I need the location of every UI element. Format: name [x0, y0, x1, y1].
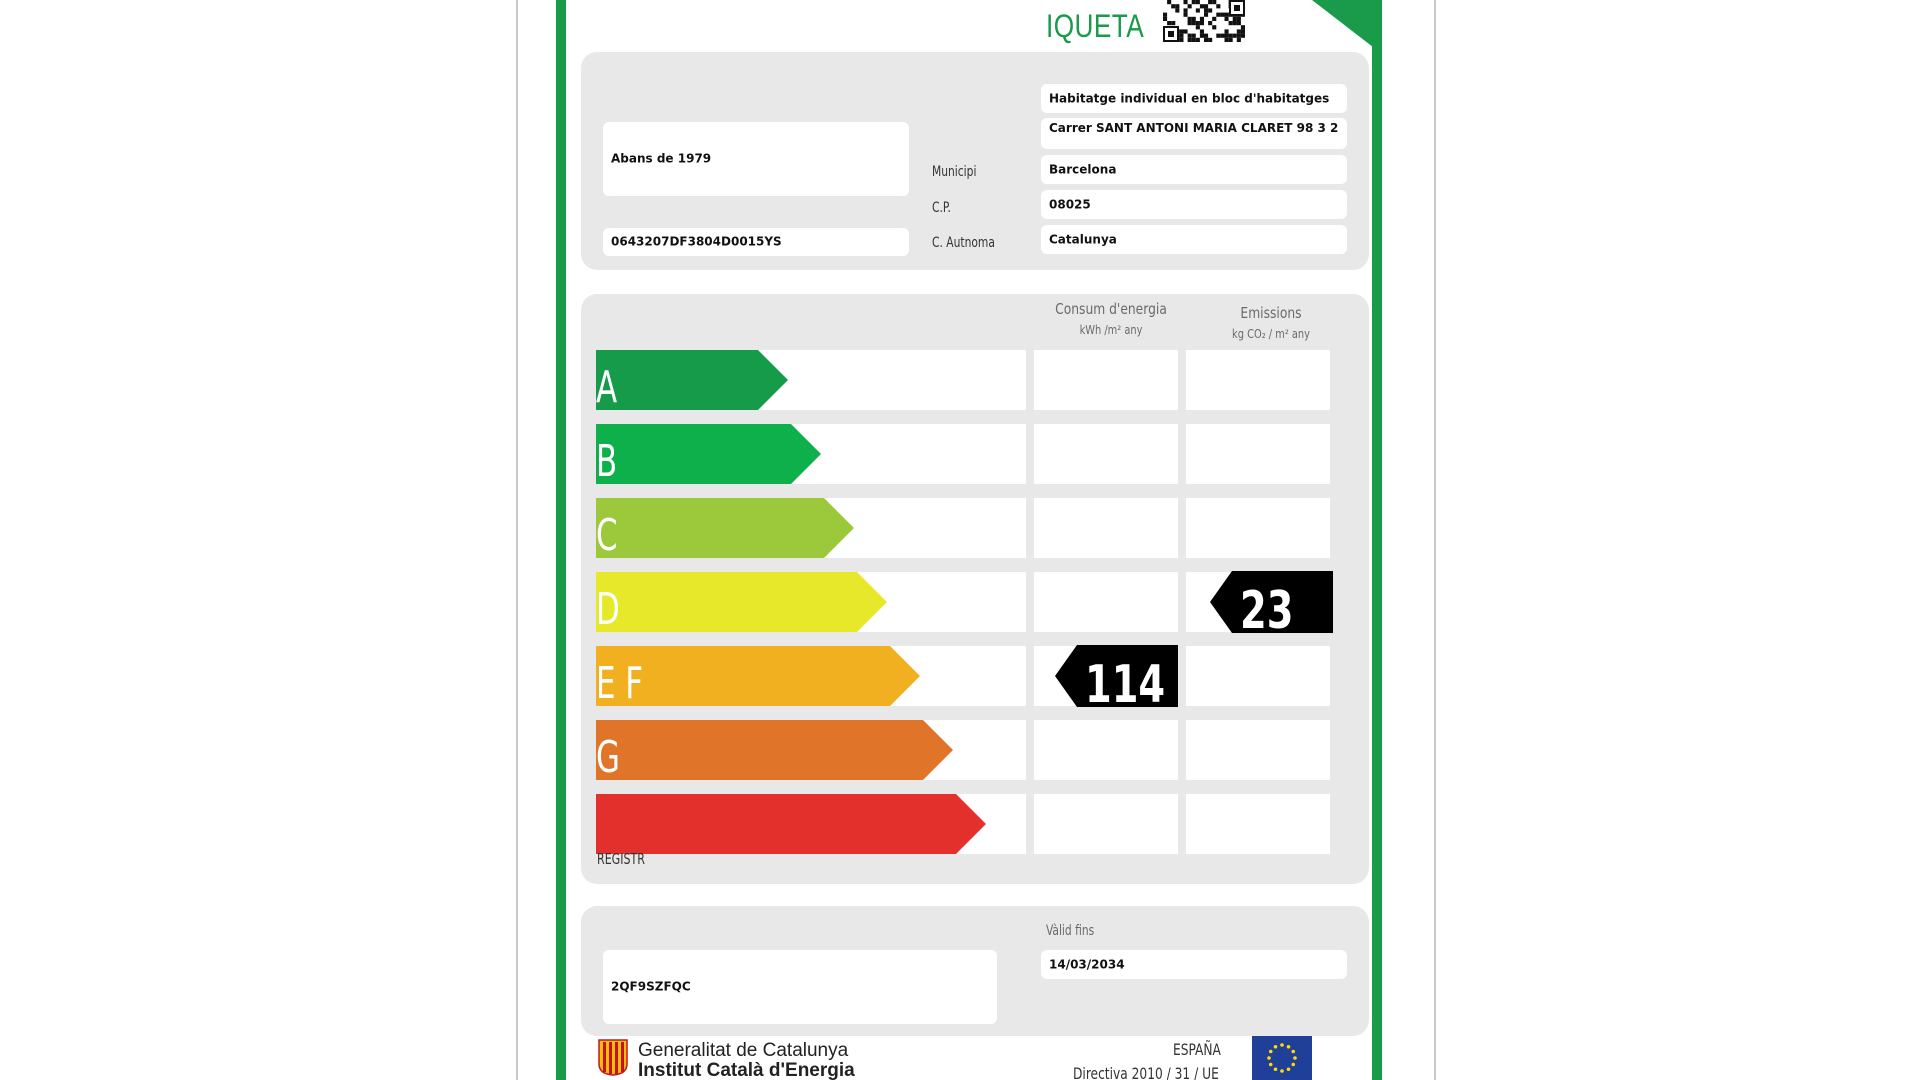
region-label: C. Autnoma [932, 235, 995, 251]
emissions-cell [1186, 350, 1330, 410]
emissions-cell [1186, 424, 1330, 484]
municipality-field [1041, 155, 1347, 184]
qr-code-icon [1163, 0, 1245, 42]
registration-code-field [603, 950, 997, 1024]
energy-cell [1034, 424, 1178, 484]
org-name-line1: Generalitat de Catalunya [638, 1040, 849, 1061]
emissions-cell [1186, 720, 1330, 780]
corner-flag-decoration [1312, 0, 1382, 54]
emissions-cell [1186, 646, 1330, 706]
emissions-column-header [1205, 304, 1336, 341]
org-name-line2: Institut Català d'Energia [638, 1060, 855, 1080]
emissions-cell [1186, 498, 1330, 558]
class-arrow-0 [596, 350, 788, 413]
region-field [1041, 225, 1347, 254]
building-type-field [1041, 84, 1347, 113]
registr-label: REGISTR [597, 850, 645, 868]
generalitat-logo-icon [597, 1038, 629, 1076]
energy-column-header [1045, 300, 1176, 337]
valid-until-field [1041, 950, 1347, 979]
class-letter: C [596, 510, 618, 561]
cadastral-reference-value: 0643207DF3804D0015YS [611, 234, 782, 249]
label-heading: IQUETA [1046, 8, 1145, 44]
energy-consumption-value: 114 [1085, 655, 1166, 715]
class-letter: B [596, 436, 618, 487]
address-field [1041, 118, 1347, 149]
class-letter: A [596, 362, 618, 413]
directive-label: Directiva 2010 / 31 / UE [1073, 1064, 1219, 1080]
energy-cell [1034, 572, 1178, 632]
region-value: Catalunya [1049, 232, 1117, 246]
class-arrow-4 [596, 646, 920, 709]
class-arrow-6 [596, 794, 986, 854]
energy-cell [1034, 720, 1178, 780]
eu-flag-icon [1252, 1036, 1312, 1080]
class-arrow-1 [596, 424, 821, 487]
class-letter: D [596, 584, 620, 635]
energy-cell [1034, 350, 1178, 410]
address-value: Carrer SANT ANTONI MARIA CLARET 98 3 2 [1049, 121, 1339, 135]
registration-code-value: 2QF9SZFQC [611, 979, 691, 994]
cadastral-reference-field [603, 228, 909, 256]
emissions-header-unit: kg CO₂ / m² any [1232, 327, 1310, 341]
class-arrow-5 [596, 720, 953, 783]
country-label: ESPAÑA [1173, 1040, 1221, 1059]
page-edge-right [1434, 0, 1436, 1080]
construction-period-field [603, 122, 909, 196]
energy-header-title: Consum d'energia [1055, 300, 1167, 318]
municipality-value: Barcelona [1049, 162, 1117, 176]
postcode-value: 08025 [1049, 197, 1091, 211]
energy-cell [1034, 498, 1178, 558]
postcode-label: C.P. [932, 200, 951, 216]
postcode-field [1041, 190, 1347, 219]
emissions-header-title: Emissions [1240, 304, 1302, 322]
valid-until-value: 14/03/2034 [1049, 957, 1125, 971]
municipality-label: Municipi [932, 164, 977, 180]
emissions-cell [1186, 794, 1330, 854]
energy-cell [1034, 794, 1178, 854]
class-letter: E F [596, 658, 644, 709]
building-type-value: Habitatge individual en bloc d'habitatges [1049, 91, 1330, 105]
valid-until-label: Vàlid fins [1046, 923, 1095, 939]
energy-header-unit: kWh /m² any [1079, 323, 1143, 337]
emissions-value: 23 [1240, 581, 1294, 641]
class-arrow-3 [596, 572, 887, 635]
construction-period-value: Abans de 1979 [611, 151, 712, 166]
class-letter: G [596, 732, 620, 783]
class-arrow-2 [596, 498, 854, 561]
page-edge-left [516, 0, 518, 1080]
